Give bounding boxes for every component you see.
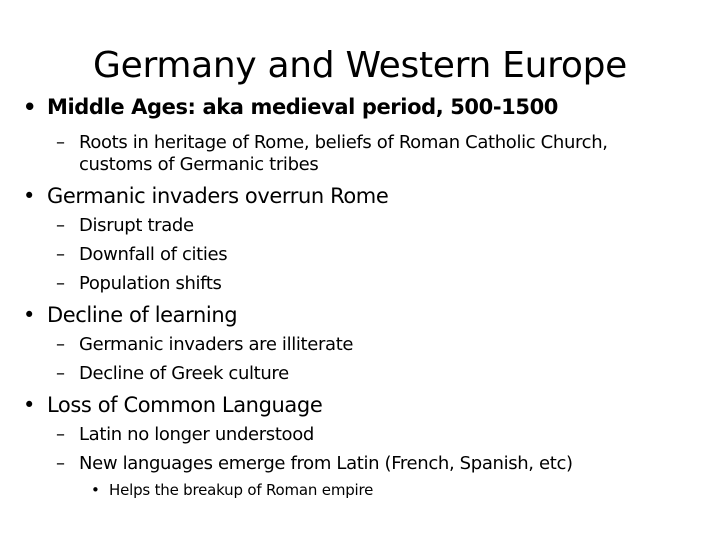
bullet-text: Decline of learning xyxy=(47,303,238,327)
dash-icon: – xyxy=(56,244,65,265)
subbullet-text-line2: customs of Germanic tribes xyxy=(79,154,319,175)
bullet-loss-language xyxy=(23,391,323,419)
subbullet-greek-culture xyxy=(56,362,289,386)
dash-icon: – xyxy=(56,215,65,236)
subbullet-population-shifts xyxy=(56,272,222,296)
bullet-text: Middle Ages: aka medieval period, 500-1500 xyxy=(47,95,559,119)
dash-icon: – xyxy=(56,424,65,445)
bullet-middle-ages xyxy=(23,93,559,121)
slide-title: Germany and Western Europe xyxy=(93,45,627,86)
subbullet-roots xyxy=(56,131,608,155)
bullet-germanic-invaders xyxy=(23,182,389,210)
dash-icon: – xyxy=(56,132,65,153)
dash-icon: – xyxy=(56,273,65,294)
subbullet-text: Latin no longer understood xyxy=(79,424,314,445)
bullet-text: Germanic invaders overrun Rome xyxy=(47,184,389,208)
subbullet-text: New languages emerge from Latin (French, Spanish, etc) xyxy=(79,453,573,474)
subbullet-latin-not-understood xyxy=(56,423,314,447)
subbullet-text: Decline of Greek culture xyxy=(79,363,289,384)
subsubbullet-breakup-empire xyxy=(91,480,374,500)
subbullet-text: Population shifts xyxy=(79,273,222,294)
bullet-icon: • xyxy=(23,184,35,208)
bullet-icon: • xyxy=(23,303,35,327)
bullet-icon: • xyxy=(23,95,37,119)
dash-icon: – xyxy=(56,363,65,384)
subbullet-illiterate xyxy=(56,333,354,357)
subbullet-text: Downfall of cities xyxy=(79,244,228,265)
bullet-text: Loss of Common Language xyxy=(47,393,323,417)
dash-icon: – xyxy=(56,334,65,355)
bullet-decline-learning xyxy=(23,301,238,329)
subbullet-roots-continued xyxy=(79,153,318,177)
subsubbullet-text: Helps the breakup of Roman empire xyxy=(109,481,374,499)
bullet-icon: • xyxy=(23,393,35,417)
subbullet-disrupt-trade xyxy=(56,214,194,238)
dash-icon: – xyxy=(56,453,65,474)
subbullet-downfall-cities xyxy=(56,243,228,267)
subbullet-text: Disrupt trade xyxy=(79,215,194,236)
subbullet-text-line1: Roots in heritage of Rome, beliefs of Roman Catholic Church, xyxy=(79,132,608,153)
subbullet-new-languages xyxy=(56,452,573,476)
subbullet-text: Germanic invaders are illiterate xyxy=(79,334,354,355)
bullet-icon: • xyxy=(91,481,100,499)
